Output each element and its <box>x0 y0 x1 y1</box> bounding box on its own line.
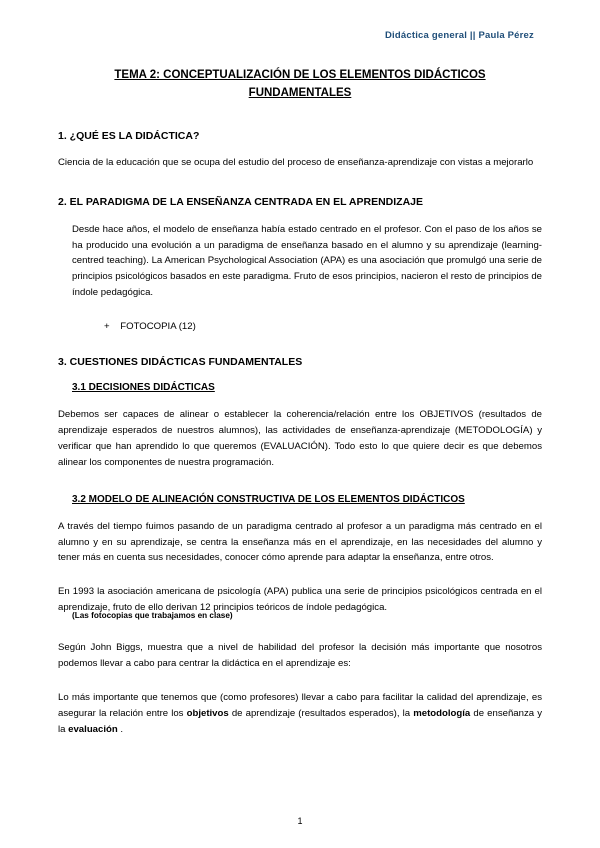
page-title-line2: FUNDAMENTALES <box>248 86 352 99</box>
section-heading-1: 1. ¿QUÉ ES LA DIDÁCTICA? <box>58 129 200 142</box>
p4-text-2: de aprendizaje (resultados esperados), la <box>228 707 414 719</box>
page-number: 1 <box>297 816 303 826</box>
section-2-paragraph: Desde hace años, el modelo de enseñanza había estado centrado en el profesor. Con el paso de los años se ha producido una evolución a un paradigma de enseñanza basado en el alumno y su aprendizaje (learning-centred teaching). La American Psychological Association (APA) es una asociación que promulgó una serie de principios psicológicos basados en este paradigma. Fruto de esos principios, nacieron el resto de principios de índole pedagógica. <box>72 223 542 299</box>
page-title <box>64 67 536 103</box>
p4-bold-evaluacion: evaluación <box>68 723 118 735</box>
p4-bold-objetivos: objetivos <box>186 707 229 719</box>
subsection-3-1-paragraph: Debemos ser capaces de alinear o establecer la coherencia/relación entre los OBJETIVOS (resultados de aprendizaje esperados de nuestros alumnos), las actividades de enseñanza-aprendizaje (METODOLOGÍA) y verificar que han aprendido lo que queremos (EVALUACIÓN). Todo esto lo que quiere decir es que debemos alinear los componentes de nuestra programación. <box>58 409 542 468</box>
section-2-bullet-fotocopia: + FOTOCOPIA (12) <box>104 320 196 332</box>
p4-bold-metodologia: metodología <box>413 707 471 719</box>
document-header: Didáctica general || Paula Pérez <box>384 30 534 41</box>
subsection-3-2-paragraph-2: En 1993 la asociación americana de psicología (APA) publica una serie de principios psicológicos centrada en el aprendizaje, fruto de ello derivan 12 principios teóricos de índole pedagógica. <box>58 586 542 614</box>
subsection-3-2-paragraph-3: Según John Biggs, muestra que a nivel de habilidad del profesor la decisión más importante que nosotros podemos llevar a cabo para centrar la didáctica en el aprendizaje es: <box>58 642 542 670</box>
p4-text-4: . <box>117 723 124 735</box>
subsection-3-2-paragraph-4 <box>58 690 542 737</box>
section-heading-3: 3. CUESTIONES DIDÁCTICAS FUNDAMENTALES <box>58 355 303 368</box>
page-title-line1: TEMA 2: CONCEPTUALIZACIÓN DE LOS ELEMENTOS DIDÁCTICOS <box>114 69 486 81</box>
subsection-3-2-note: (Las fotocopias que trabajamos en clase) <box>72 610 233 620</box>
section-1-paragraph: Ciencia de la educación que se ocupa del estudio del proceso de enseñanza-aprendizaje con vistas a mejorarlo <box>58 157 534 169</box>
subsection-heading-3-1: 3.1 DECISIONES DIDÁCTICAS <box>72 382 215 394</box>
subsection-heading-3-2: 3.2 MODELO DE ALINEACIÓN CONSTRUCTIVA DE LOS ELEMENTOS DIDÁCTICOS <box>72 493 465 505</box>
p4-text-3: de enseñanza y la <box>58 707 542 735</box>
section-heading-2: 2. EL PARADIGMA DE LA ENSEÑANZA CENTRADA EN EL APRENDIZAJE <box>58 196 424 209</box>
subsection-3-2-paragraph-1: A través del tiempo fuimos pasando de un paradigma centrado al profesor a un paradigma más centrado en el alumno y en su aprendizaje, se centra la enseñanza más en el aprendizaje, en las necesidades del alumno y tener más en cuenta sus necesidades, conocer cómo aprende para adaptar la enseñanza, entre otros. <box>58 520 542 564</box>
p4-text-1: Lo más importante que tenemos que (como profesores) llevar a cabo para facilitar la calidad del aprendizaje, es asegurar la relación entre los <box>58 691 542 719</box>
